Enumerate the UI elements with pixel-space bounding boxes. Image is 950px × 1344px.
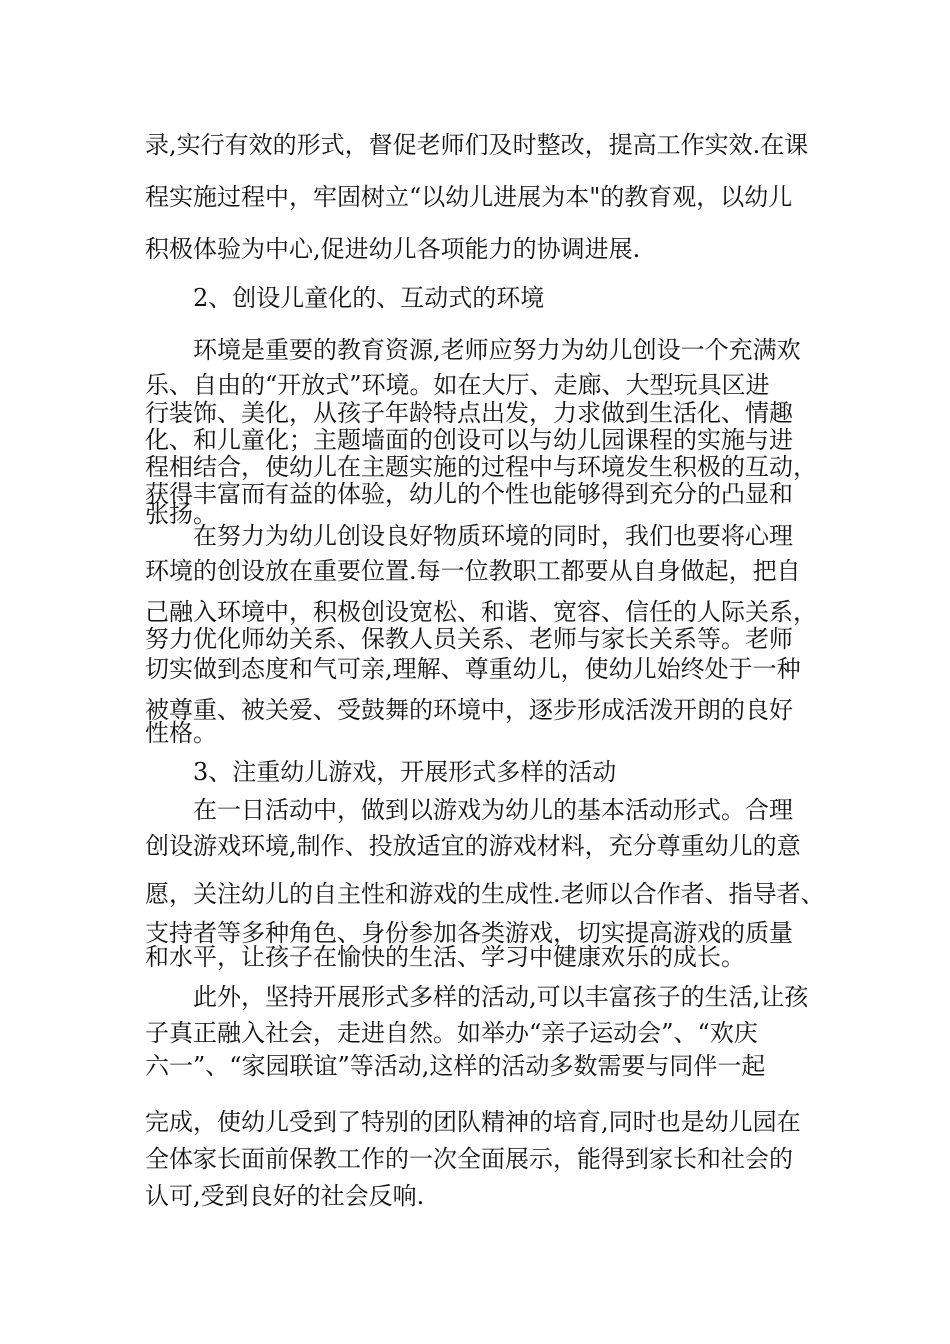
- section-heading: 3、注重幼儿游戏，开展形式多样的活动: [193, 758, 617, 786]
- text-line: 环境的创设放在重要位置.每一位教职工都要从自身做起，把自: [145, 557, 801, 585]
- text-line: 此外，坚持开展形式多样的活动,可以丰富孩子的生活,让孩: [193, 983, 809, 1011]
- text-line: 在努力为幼儿创设良好物质环境的同时，我们也要将心理: [193, 522, 793, 550]
- section-heading: 2、创设儿童化的、互动式的环境: [193, 284, 545, 312]
- text-line: 己融入环境中，积极创设宽松、和谐、宽容、信任的人际关系，: [145, 598, 817, 626]
- text-line: 乐、自由的“开放式”环境。如在大厅、走廊、大型玩具区进: [145, 371, 770, 399]
- text-line: 子真正融入社会，走进自然。如举办“亲子运动会”、“欢庆: [145, 1019, 758, 1047]
- text-line: 积极体验为中心,促进幼儿各项能力的协调进展.: [145, 235, 641, 263]
- text-line: 环境是重要的教育资源,老师应努力为幼儿创设一个充满欢: [193, 336, 801, 364]
- text-line: 全体家长面前保教工作的一次全面展示，能得到家长和社会的: [145, 1145, 793, 1173]
- text-line: 程实施过程中，牢固树立“以幼儿进展为本"的教育观，以幼儿: [145, 183, 793, 211]
- text-line: 切实做到态度和气可亲,理解、尊重幼儿，使幼儿始终处于一种: [145, 655, 801, 683]
- text-line: 完成，使幼儿受到了特别的团队精神的培育,同时也是幼儿园在: [145, 1108, 801, 1136]
- text-line: 获得丰富而有益的体验，幼儿的个性也能够得到充分的凸显和: [145, 480, 793, 508]
- text-line: 被尊重、被关爱、受鼓舞的环境中，逐步形成活泼开朗的良好: [145, 696, 793, 724]
- text-line: 张扬。: [145, 500, 217, 528]
- text-line: 化、和儿童化；主题墙面的创设可以与幼儿园课程的实施与进: [145, 426, 793, 454]
- text-line: 性格。: [145, 719, 217, 747]
- text-line: 六一”、“家园联谊”等活动,这样的活动多数需要与同伴一起: [145, 1052, 766, 1080]
- text-line: 认可,受到良好的社会反响.: [145, 1182, 425, 1210]
- text-line: 努力优化师幼关系、保教人员关系、老师与家长关系等。老师: [145, 625, 793, 653]
- text-line: 行装饰、美化，从孩子年龄特点出发，力求做到生活化、情趣: [145, 399, 793, 427]
- text-line: 录,实行有效的形式，督促老师们及时整改，提高工作实效.在课: [145, 131, 809, 159]
- text-line: 愿，关注幼儿的自主性和游戏的生成性.老师以合作者、指导者、: [145, 880, 825, 908]
- text-line: 在一日活动中，做到以游戏为幼儿的基本活动形式。合理: [193, 796, 793, 824]
- text-line: 程相结合，使幼儿在主题实施的过程中与环境发生积极的互动，: [145, 453, 817, 481]
- text-line: 支持者等多种角色、身份参加各类游戏，切实提高游戏的质量: [145, 919, 793, 947]
- text-line: 创设游戏环境,制作、投放适宜的游戏材料，充分尊重幼儿的意: [145, 832, 801, 860]
- text-line: 和水平，让孩子在愉快的生活、学习中健康欢乐的成长。: [145, 943, 745, 971]
